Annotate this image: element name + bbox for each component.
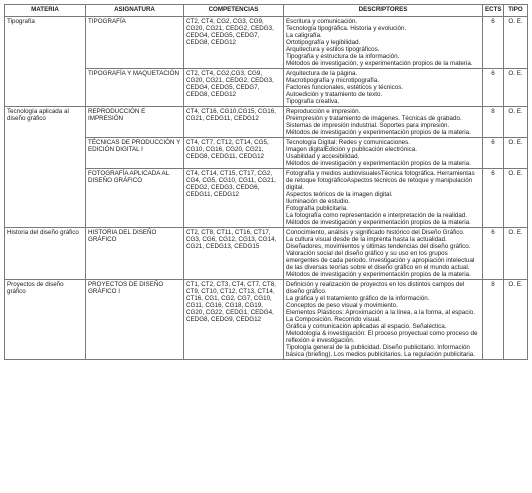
descriptor-line: Fotografía publicitaria. bbox=[286, 205, 348, 212]
descriptores-cell bbox=[284, 138, 483, 169]
table-row bbox=[5, 17, 528, 69]
materia-cell: Tecnología aplicada al diseño gráfico bbox=[5, 107, 86, 228]
descriptor-line: Tipografía creativa. bbox=[286, 98, 340, 105]
asignatura-cell: HISTORIA DEL DISEÑO GRÁFICO bbox=[86, 228, 184, 280]
tipo-cell: O. E. bbox=[504, 17, 528, 69]
descriptor-line: Métodos de investigación y experimentación propios de la materia. bbox=[286, 160, 471, 167]
competencias-cell: CT2, CT4, CG2,CG3, CG9, CG20, CG21, CEDG2, CEDG3, CEDG4, CEDG5, CEDG7, CEDG8, CEDG12 bbox=[184, 69, 284, 107]
descriptor-line: Tipología general de la publicidad. Diseño publicitario. Información básica (briefing). Los medios publicitarios. La regulación publicitaria. bbox=[286, 344, 475, 358]
table-row bbox=[5, 107, 528, 138]
descriptor-line: Tipografía y estructura de la información. bbox=[286, 53, 400, 60]
ects-cell: 6 bbox=[483, 228, 504, 280]
materia-cell: Historia del diseño gráfico bbox=[5, 228, 86, 280]
asignatura-cell: TIPOGRAFÍA Y MAQUETACIÓN bbox=[86, 69, 184, 107]
descriptor-line: Métodos de investigación y experimentación propios de la materia. bbox=[286, 219, 471, 226]
ects-cell: 8 bbox=[483, 280, 504, 360]
materia-cell: Tipografía bbox=[5, 17, 86, 107]
table-row bbox=[5, 228, 528, 280]
asignatura-cell: TIPOGRAFÍA bbox=[86, 17, 184, 69]
descriptor-line: La gráfica y el tratamiento gráfico de la información. bbox=[286, 295, 430, 302]
descriptor-line: La cultura visual desde de la imprenta hasta la actualidad. bbox=[286, 236, 447, 243]
descriptor-line: Usabilidad y accesibilidad. bbox=[286, 153, 360, 160]
table-row bbox=[5, 280, 528, 360]
ects-cell: 6 bbox=[483, 138, 504, 169]
header-row bbox=[5, 5, 528, 17]
descriptor-line: Métodos de investigación y experimentación propios de la materia. bbox=[286, 271, 471, 278]
descriptores-cell bbox=[284, 107, 483, 138]
ects-cell: 6 bbox=[483, 169, 504, 228]
descriptores-cell bbox=[284, 169, 483, 228]
descriptor-line: Gráfica y comunicación aplicadas al espacio. Señaléctica. bbox=[286, 323, 447, 330]
descriptor-line: Reproducción e impresión. bbox=[286, 108, 361, 115]
tipo-cell: O. E. bbox=[504, 280, 528, 360]
tipo-cell: O. E. bbox=[504, 138, 528, 169]
header-materia: MATERIA bbox=[5, 5, 86, 17]
descriptor-line: Elementos Plásticos: Aproximación a la línea, a la forma, al espacio. La Composición. Recorrido visual. bbox=[286, 309, 475, 323]
descriptor-line: Valoración social del diseño gráfico y su uso en los grupos emergentes de cada periodo. Investigación y apropiación intelectual de las diversas teorías sobre el diseño gráfico en el mundo actual. bbox=[286, 250, 475, 271]
materia-cell: Proyectos de diseño gráfico bbox=[5, 280, 86, 360]
descriptor-line: Aspectos teóricos de la imagen digital. bbox=[286, 191, 393, 198]
descriptor-line: Metodología & investigación: El proceso proyectual como proceso de reflexión e investigación. bbox=[286, 330, 478, 344]
table-header bbox=[5, 5, 528, 17]
tipo-cell: O. E. bbox=[504, 228, 528, 280]
competencias-cell: CT2, CT8, CT11, CT16, CT17, CG3, CG6, CG12, CG13, CG14, CG21, CEDG13, CEDG15 bbox=[184, 228, 284, 280]
table-body bbox=[5, 17, 528, 360]
descriptor-line: Arquitectura y estilos tipográficos. bbox=[286, 46, 380, 53]
competencias-cell: CT1, CT2, CT3, CT4, CT7, CT8, CT9, CT10, CT12, CT13, CT14, CT16, CG1, CG2, CG7, CG10, CG11, CG16, CG18, CG19, CG20, CG22, CEDG1, CEDG4, CEDG8, CEDG9, CEDG12 bbox=[184, 280, 284, 360]
asignatura-cell: TÉCNICAS DE PRODUCCIÓN Y EDICIÓN DIGITAL I bbox=[86, 138, 184, 169]
competencias-cell: CT2, CT4, CG2, CG3, CG9, CG20, CG21, CEDG2, CEDG3, CEDG4, CEDG5, CEDG7, CEDG8, CEDG12 bbox=[184, 17, 284, 69]
descriptores-cell bbox=[284, 280, 483, 360]
descriptor-line: Imagen digitalEdición y publicación electrónica. bbox=[286, 146, 417, 153]
descriptor-line: Factores funcionales, estéticos y técnicos. bbox=[286, 84, 404, 91]
descriptor-line: Arquitectura de la página. bbox=[286, 70, 358, 77]
ects-cell: 6 bbox=[483, 69, 504, 107]
descriptor-line: Autoedición y tratamiento de texto. bbox=[286, 91, 383, 98]
descriptor-line: Sistemas de impresión industrial. Soportes para impresión. bbox=[286, 122, 450, 129]
descriptor-line: Escritura y comunicación. bbox=[286, 18, 358, 25]
descriptor-line: Macrotipografía y microtipografía. bbox=[286, 77, 380, 84]
descriptores-cell bbox=[284, 228, 483, 280]
descriptor-line: La caligrafía. bbox=[286, 32, 322, 39]
descriptores-cell bbox=[284, 17, 483, 69]
ects-cell: 8 bbox=[483, 107, 504, 138]
descriptor-line: Iluminación de estudio. bbox=[286, 198, 350, 205]
asignatura-cell: FOTOGRAFÍA APLICADA AL DISEÑO GRÁFICO bbox=[86, 169, 184, 228]
descriptor-line: Métodos de investigación y experimentación propios de la materia. bbox=[286, 129, 471, 136]
header-tipo: TIPO bbox=[504, 5, 528, 17]
descriptor-line: Métodos de investigación, y experimentación propios de la materia. bbox=[286, 60, 473, 67]
descriptor-line: Tecnología Digital: Redes y comunicaciones. bbox=[286, 139, 411, 146]
tipo-cell: O. E. bbox=[504, 69, 528, 107]
descriptor-line: Fotografía y medios audiovisualesTécnica fotográfica. Herramientas de retoque fotográficoAspectos técnicos de retoque y manipulación digital. bbox=[286, 170, 475, 191]
descriptor-line: La fotografía como representación e interpretación de la realidad. bbox=[286, 212, 468, 219]
descriptor-line: Definición y realización de proyectos en los distintos campos del diseño gráfico. bbox=[286, 281, 465, 295]
descriptor-line: Diseñadores, movimientos y últimas tendencias del diseño gráfico. bbox=[286, 243, 471, 250]
descriptor-line: Preimpresión y tratamiento de imágenes. Técnicas de grabado. bbox=[286, 115, 462, 122]
asignatura-cell: PROYECTOS DE DISEÑO GRÁFICO I bbox=[86, 280, 184, 360]
competencias-cell: CT4, CT16, CG10,CG15, CG16, CG21, CEDG11, CEDG12 bbox=[184, 107, 284, 138]
header-descriptores: DESCRIPTORES bbox=[284, 5, 483, 17]
competencias-cell: CT4, CT7, CT12, CT14, CG5, CG10, CG16, CG20, CG21, CEDG8, CEDG11, CEDG12 bbox=[184, 138, 284, 169]
header-competencias: COMPETENCIAS bbox=[184, 5, 284, 17]
curriculum-table bbox=[4, 4, 528, 360]
ects-cell: 6 bbox=[483, 17, 504, 69]
tipo-cell: O. E. bbox=[504, 169, 528, 228]
tipo-cell: O. E. bbox=[504, 107, 528, 138]
asignatura-cell: REPRODUCCIÓN E IMPRESIÓN bbox=[86, 107, 184, 138]
competencias-cell: CT4, CT14, CT15, CT17, CG2, CG4, CG5, CG10, CG11, CG21, CEDG2, CEDG3, CEDG6, CEDG11, CEDG12 bbox=[184, 169, 284, 228]
header-asignatura: ASIGNATURA bbox=[86, 5, 184, 17]
descriptor-line: Conocimiento, análisis y significado histórico del Diseño Gráfico. bbox=[286, 229, 465, 236]
descriptor-line: Conceptos de peso visual y movimiento. bbox=[286, 302, 398, 309]
header-ects: ECTS bbox=[483, 5, 504, 17]
descriptores-cell bbox=[284, 69, 483, 107]
descriptor-line: Ortotipografía y legibilidad. bbox=[286, 39, 361, 46]
descriptor-line: Tecnología tipográfica. Historia y evolución. bbox=[286, 25, 407, 32]
